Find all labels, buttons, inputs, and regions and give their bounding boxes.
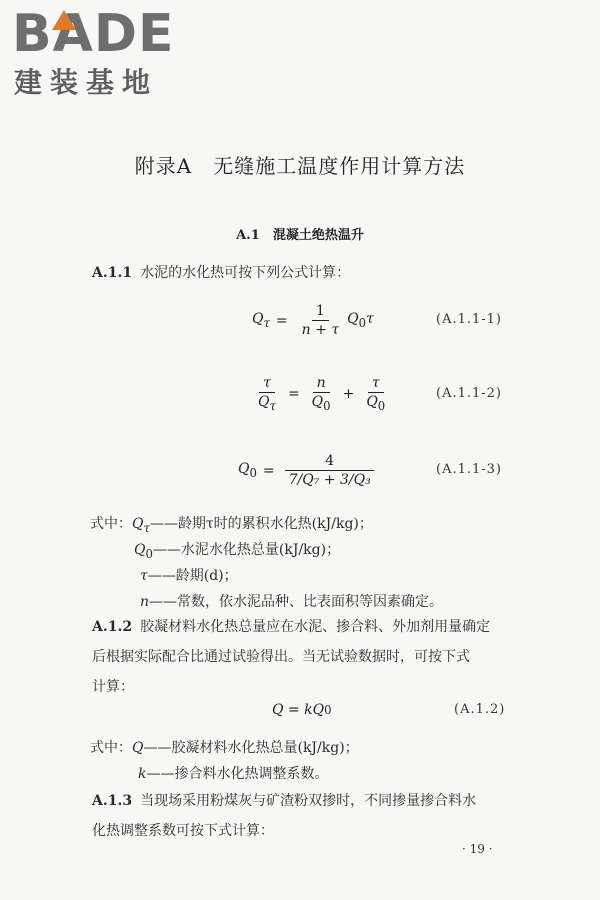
appendix-title: 附录A 无缝施工温度作用计算方法 (134, 154, 466, 178)
equation-number: (A.1.1-3) (436, 462, 503, 477)
page-number: · 19 · (462, 842, 493, 856)
formula-a-1-1-2: $\frac{\tau}{Q_\tau}$ = $\frac{n}{Q_0}$ + $\frac{\tau}{Q_0}$ (258, 375, 386, 413)
definition-line: n——常数，依水泥品种、比表面积等因素确定。 (140, 594, 444, 610)
definition-line: 式中：Q——胶凝材料水化热总量(kJ/kg)； (90, 740, 359, 756)
clause-a-1-3: A.1.3 当现场采用粉煤灰与矿渣粉双掺时，不同掺量掺合料水 化热调整系数可按下式计算： (92, 793, 477, 839)
equation-number: (A.1.1-1) (436, 312, 503, 327)
clause-number: A.1.2 (92, 619, 133, 635)
formula-a-1-1-3: $Q_0$ = $\frac{4}{\text{7/Q₇ + 3/Q₃}}$ (238, 452, 379, 489)
bade-logo (12, 4, 192, 104)
clause-number: A.1.3 (92, 793, 133, 809)
definition-line: τ——龄期(d)； (140, 568, 238, 584)
logo-accent-triangle (52, 10, 76, 30)
definition-line: $Q_0——$水泥水化热总量(kJ/kg)； (134, 542, 341, 561)
clause-text: 水泥的水化热可按下列公式计算： (140, 265, 351, 281)
section-heading: A.1 混凝土绝热温升 (236, 228, 364, 243)
equation-number: (A.1.2) (454, 702, 506, 717)
formula-a-1-2: Q = kQ 0 (272, 702, 332, 718)
formula-a-1-1-1: $Q_\tau$ = $\frac{1}{n + \tau}$ $Q_0\tau$ (252, 303, 374, 338)
logo-wordmark: BADE (12, 4, 175, 64)
clause-number: A.1.1 (92, 265, 133, 281)
clause-a-1-1 (92, 258, 520, 288)
logo-subtitle: 建装基地 (14, 66, 159, 99)
definition-line: k——掺合料水化热调整系数。 (138, 766, 329, 782)
definition-line: 式中：$Q_\tau——$龄期τ时的累积水化热(kJ/kg)； (90, 516, 373, 535)
clause-a-1-2: A.1.2 胶凝材料水化热总量应在水泥、掺合料、外加剂用量确定 后根据实际配合比通过试验得出。当无试验数据时，可按下式 计算： (92, 619, 491, 695)
equation-number: (A.1.1-2) (436, 386, 503, 401)
